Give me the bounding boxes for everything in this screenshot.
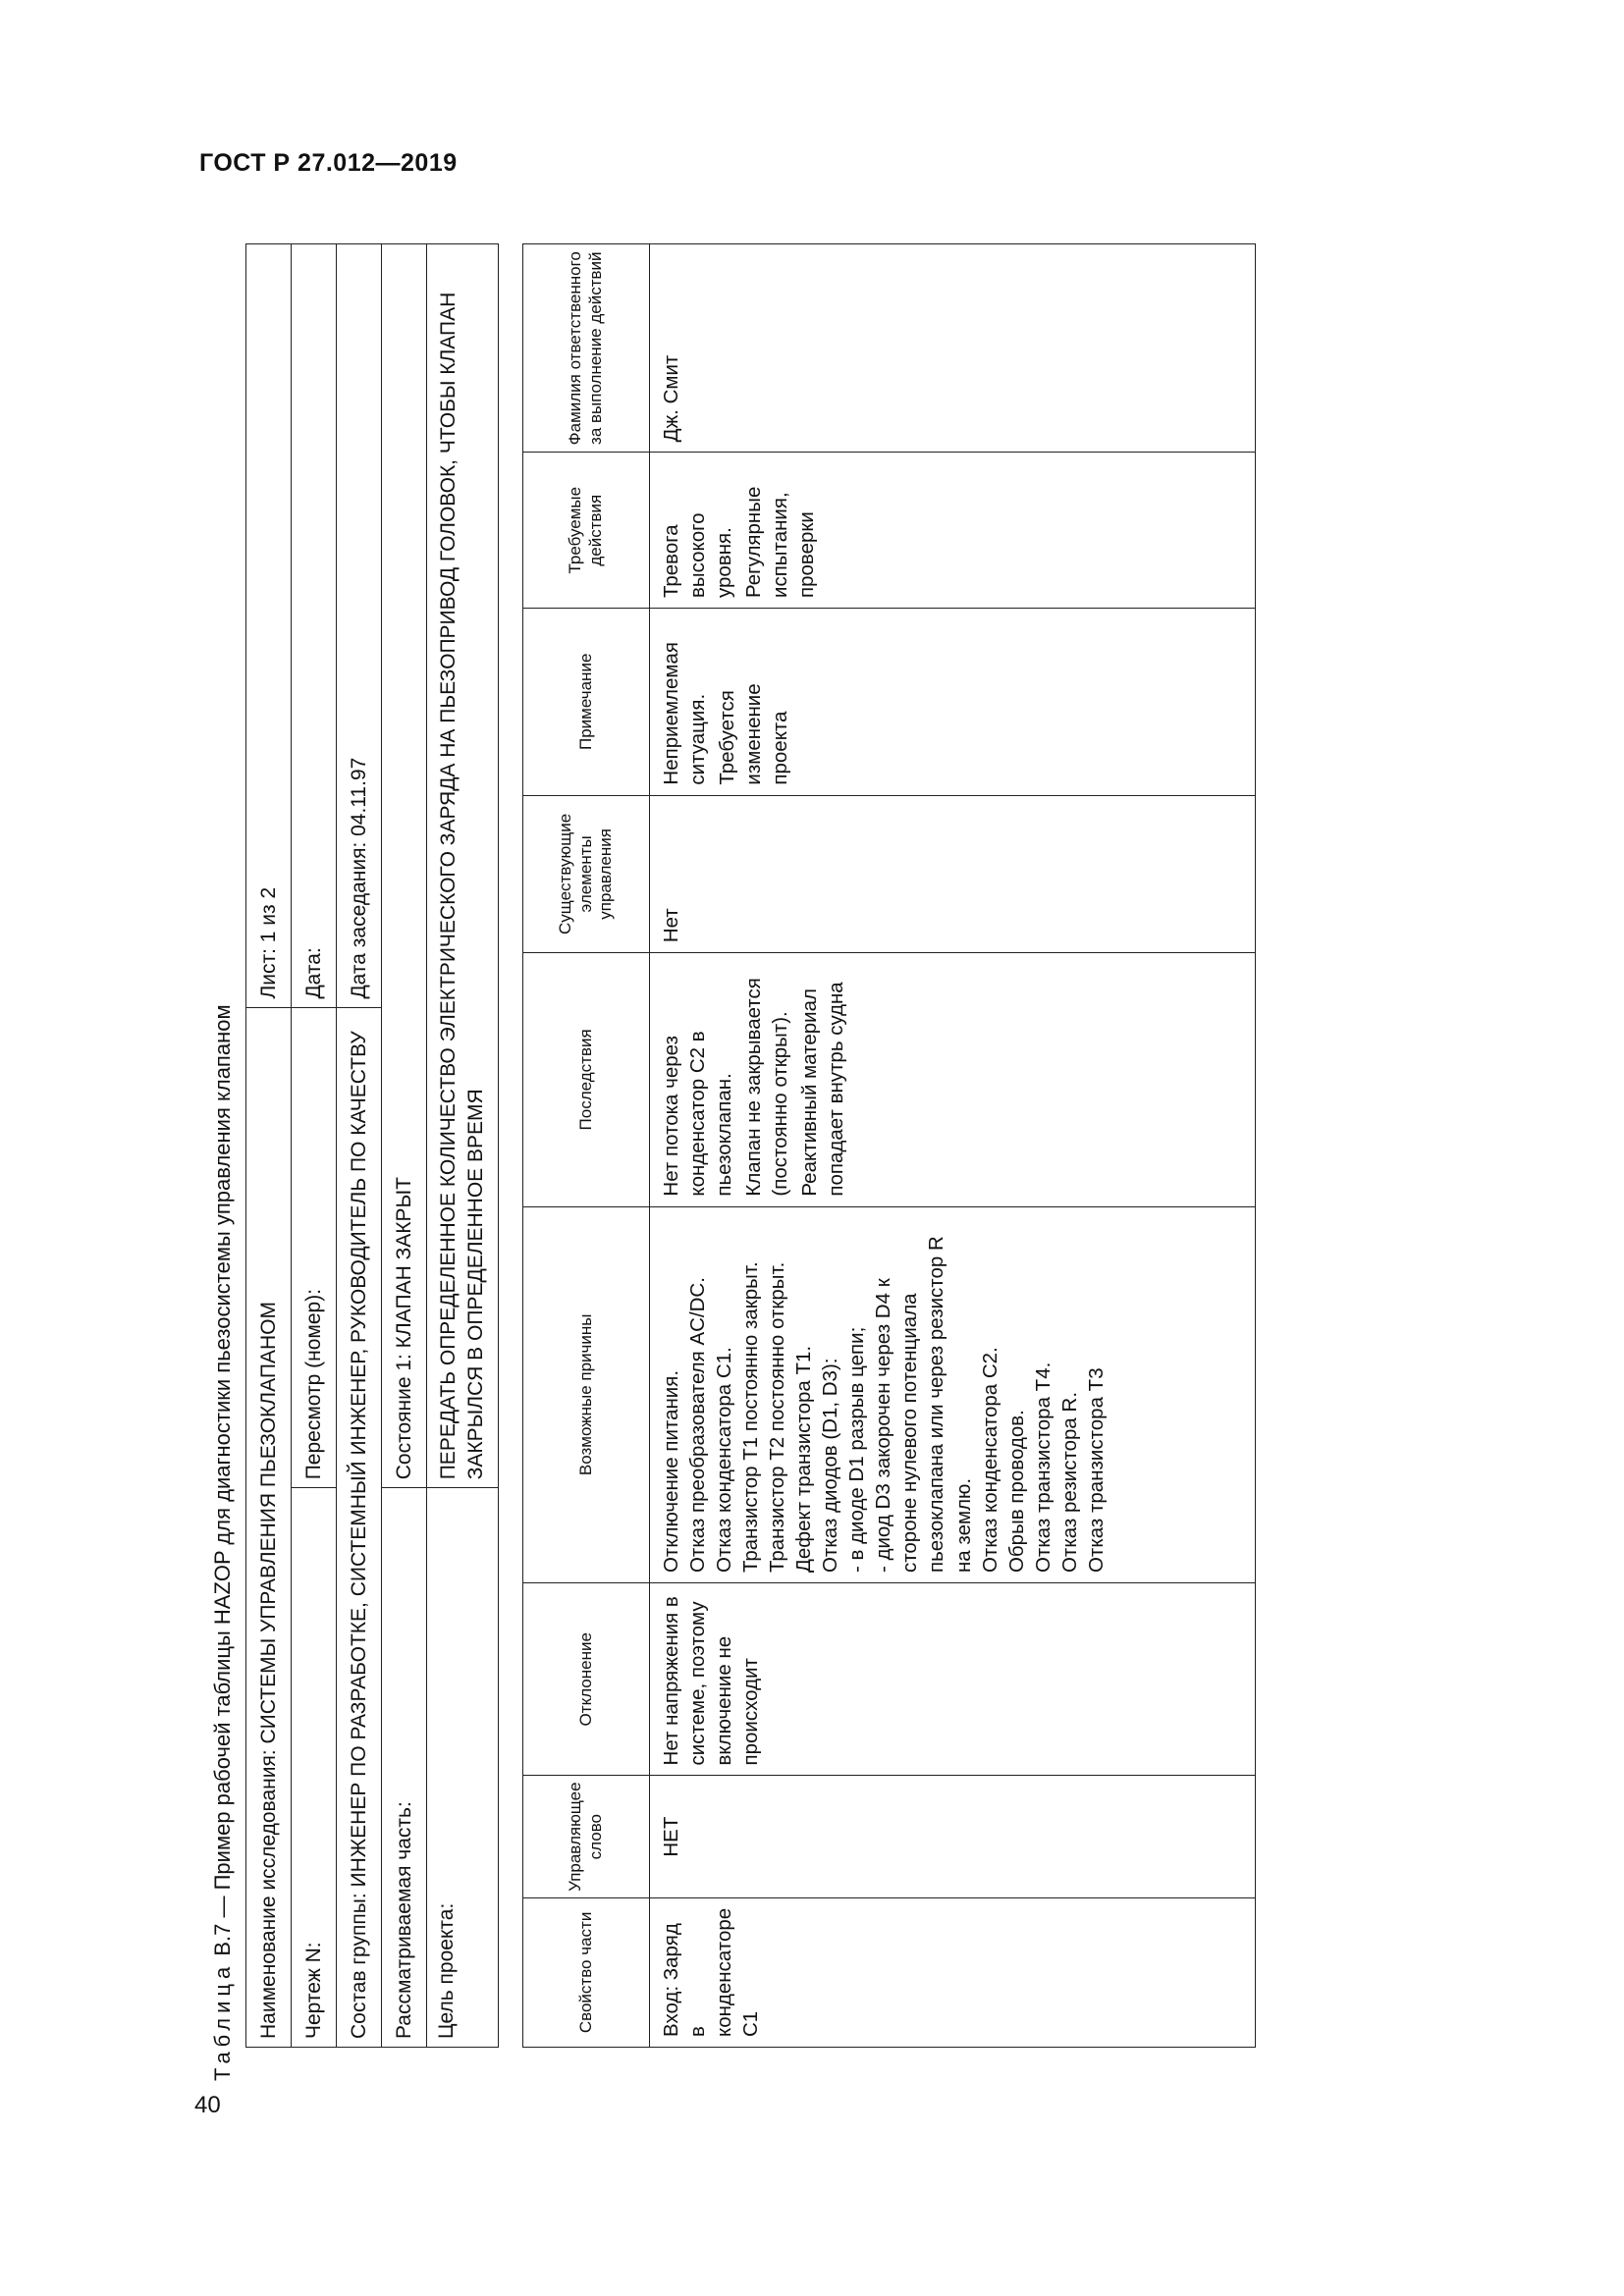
col-header: Управляющее слово [523, 1776, 650, 1897]
state-cell: Состояние 1: КЛАПАН ЗАКРЫТ [382, 244, 427, 1488]
col-header: Свойство части [523, 1897, 650, 2047]
cause-item: Отказ конденсатора C1. [713, 1347, 736, 1574]
controls-cell: Нет [650, 795, 1256, 953]
actions-cell [650, 453, 1256, 609]
property-cell: Вход: Заряд в конденсаторе С1 [650, 1897, 1256, 2047]
team-cell: Состав группы: ИНЖЕНЕР ПО РАЗРАБОТКЕ, СИСТЕМНЫЙ ИНЖЕНЕР, РУКОВОДИТЕЛЬ ПО КАЧЕСТВУ [337, 1007, 382, 2047]
date-cell: Дата: [292, 244, 337, 1008]
col-header: Фамилия ответственного за выполнение действий [523, 244, 650, 453]
col-header: Требуемые действия [523, 453, 650, 609]
cause-item: Отказ диодов (D1, D3): [819, 1358, 842, 1574]
responsible-cell: Дж. Смит [650, 244, 1256, 453]
causes-cell [650, 1206, 1256, 1582]
cause-item: Транзистор T2 постоянно открыт. [766, 1261, 789, 1574]
deviation-cell: Нет напряжения в системе, поэтому включение не происходит [650, 1583, 1256, 1776]
cause-item: Отключение питания. [660, 1369, 682, 1574]
note-item: Неприемлемая ситуация. [660, 641, 710, 785]
cause-item: Отказ конденсатора C2. [978, 1347, 1001, 1574]
revision-cell: Пересмотр (номер): [292, 1007, 337, 1488]
caption-text: В.7 — Пример рабочей таблицы HAZOP для диагностики пьезосистемы управления клапаном [210, 1004, 235, 1962]
rotated-table-area [198, 236, 1298, 2081]
notes-cell [650, 609, 1256, 796]
sheet-cell: Лист: 1 из 2 [246, 244, 292, 1008]
cause-item: Отказ преобразователя AC/DC. [686, 1277, 710, 1574]
drawing-cell: Чертеж N: [292, 1488, 337, 2048]
cause-item: Отказ транзистора T3 [1084, 1367, 1108, 1574]
part-cell: Рассматриваемая часть: [382, 1488, 427, 2048]
table-caption [210, 1004, 236, 2081]
consequences-cell [650, 953, 1256, 1206]
col-header: Существующие элементы управления [523, 795, 650, 953]
cause-item: Отказ резистора R. [1057, 1391, 1081, 1574]
cause-item: Обрыв проводов. [1004, 1410, 1028, 1574]
cause-item: Транзистор T1 постоянно закрыт. [739, 1261, 763, 1574]
action-item: Регулярные испытания, проверки [742, 486, 819, 598]
cause-item: - в диоде D1 разрыв цепи; [845, 1326, 869, 1574]
cause-item: Дефект транзистора T1. [792, 1345, 816, 1574]
page-number: 40 [194, 2092, 221, 2118]
hazop-main-table [522, 243, 1256, 2048]
consequence-item: Клапан не закрывается (постоянно открыт). [742, 978, 792, 1197]
cause-item: Отказ транзистора T4. [1031, 1362, 1055, 1574]
col-header: Примечание [523, 609, 650, 796]
goal-label-cell: Цель проекта: [427, 1488, 499, 2048]
guide-word-cell: НЕТ [650, 1776, 1256, 1897]
col-header: Возможные причины [523, 1206, 650, 1582]
goal-cell: ПЕРЕДАТЬ ОПРЕДЕЛЕННОЕ КОЛИЧЕСТВО ЭЛЕКТРИЧЕСКОГО ЗАРЯДА НА ПЬЕЗОПРИВОД ГОЛОВОК, ЧТОБЫ КЛАПАН ЗАКРЫЛСЯ В ОПРЕДЕЛЕННОЕ ВРЕМЯ [427, 244, 499, 1488]
caption-prefix: Таблица [210, 1961, 235, 2081]
col-header: Последствия [523, 953, 650, 1206]
study-name-cell: Наименование исследования: СИСТЕМЫ УПРАВЛЕНИЯ ПЬЕЗОКЛАПАНОМ [246, 1007, 292, 2047]
action-item: Тревога высокого уровня. [660, 512, 736, 598]
table-row [650, 244, 1256, 2048]
note-item: Требуется изменение проекта [716, 683, 792, 785]
cause-item: - диод D3 закорочен через D4 к стороне нулевого потенциала пьезоклапана или через резистор R на землю. [872, 1236, 975, 1574]
consequence-item: Реактивный материал попадает внутрь судна [798, 982, 848, 1197]
hazop-header-table [245, 243, 499, 2048]
col-header: Отклонение [523, 1583, 650, 1776]
document-header: ГОСТ Р 27.012—2019 [199, 149, 458, 177]
meeting-date-cell: Дата заседания: 04.11.97 [337, 244, 382, 1008]
consequence-item: Нет потока через конденсатор С2 в пьезоклапан. [660, 1031, 736, 1197]
